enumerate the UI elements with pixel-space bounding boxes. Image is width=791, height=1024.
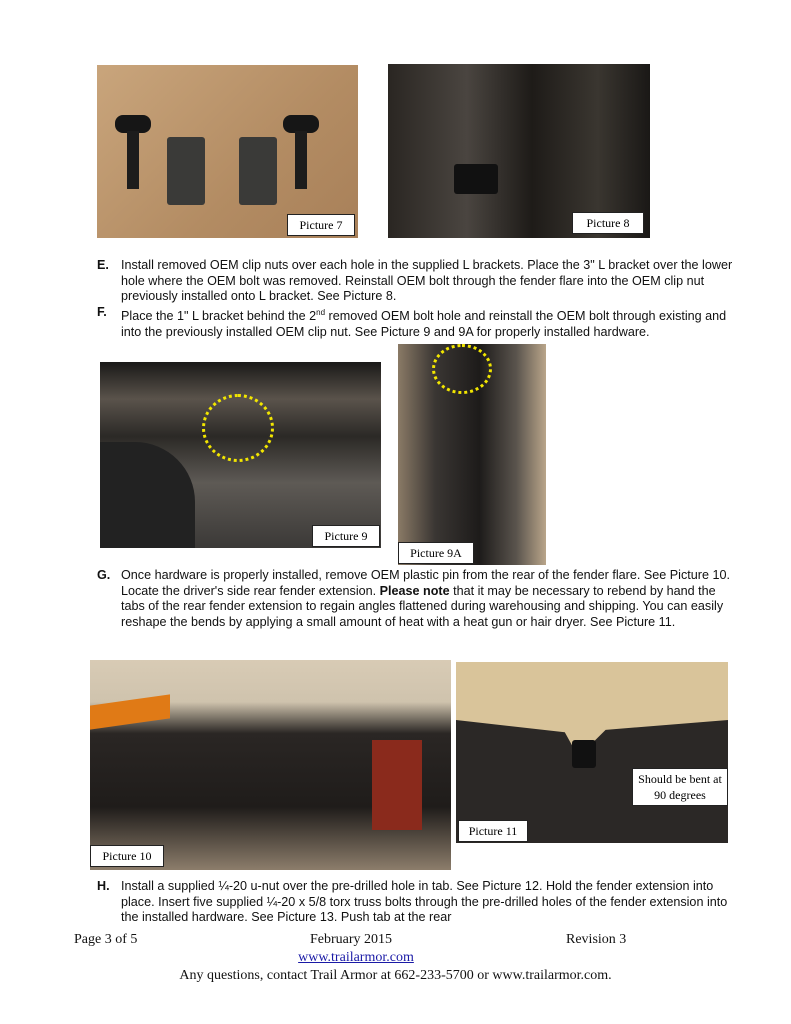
- step-g: [97, 568, 737, 630]
- orange-panel-image: [90, 694, 170, 729]
- text-part: that it may be necessary to rebend by hand the tabs of the rear fender extension to regain angles flattened during warehousing and shipping. You can easily reshape the bends by applying a small amount of heat with a heat gun or hair dryer. See Picture 11.: [121, 583, 724, 629]
- picture-7-caption: Picture 7: [287, 214, 355, 236]
- step-label: E.: [97, 258, 109, 272]
- clip-nut-image: [239, 137, 277, 205]
- bolt-shaft-image: [295, 131, 307, 189]
- step-label: H.: [97, 879, 110, 893]
- text-part: Place the 1" L bracket behind the 2: [121, 309, 317, 324]
- step-text: [121, 305, 737, 340]
- footer-website-link[interactable]: www.trailarmor.com: [298, 950, 414, 965]
- bolt-shaft-image: [127, 131, 139, 189]
- step-e: [97, 258, 737, 305]
- bracket-image: [454, 164, 498, 194]
- step-label: G.: [97, 568, 111, 582]
- text-part: removed OEM bolt hole and reinstall the OEM bolt through existing and into the previously installed OEM clip nut. See Picture 9 and 9A for properly installed hardware.: [121, 309, 727, 339]
- footer-contact: Any questions, contact Trail Armor at 662-233-5700 or www.trailarmor.com.: [179, 968, 612, 983]
- footer-revision: Revision 3: [566, 932, 627, 947]
- picture-9-caption: Picture 9: [312, 525, 380, 547]
- tab-image: [572, 740, 596, 768]
- bold-note: Please note: [379, 583, 450, 598]
- picture-10-photo: [90, 660, 451, 870]
- superscript: nd: [316, 308, 326, 317]
- footer-date: February 2015: [310, 932, 393, 947]
- step-text: Install a supplied ¼-20 u-nut over the pre-drilled hole in tab. See Picture 12. Hold the fender extension into place. Insert five supplied ¼-20 x 5/8 torx truss bolts through the pre-drilled holes of the fender extension into the installed hardware. See Picture 13. Push tab at the rear: [121, 879, 728, 925]
- picture-10-caption: Picture 10: [90, 845, 164, 867]
- picture-8-caption: Picture 8: [572, 212, 644, 234]
- picture-9a-photo: [398, 344, 546, 565]
- step-f: [97, 305, 737, 340]
- tail-light-image: [372, 740, 422, 830]
- step-label: F.: [97, 305, 107, 319]
- clip-nut-image: [167, 137, 205, 205]
- picture-11-photo: [456, 662, 728, 843]
- step-text: Install removed OEM clip nuts over each hole in the supplied L brackets. Place the 3" L bracket over the lower hole where the OEM bolt was removed. Reinstall OEM bolt through the fender flare into the OEM clip nut previously installed onto L bracket. See Picture 8.: [121, 258, 733, 304]
- picture-9-photo: [100, 362, 381, 548]
- highlight-circle: [202, 394, 274, 462]
- picture-7-photo: [97, 65, 358, 238]
- step-h: [97, 879, 737, 926]
- picture-11-caption: Picture 11: [458, 820, 528, 842]
- footer-page-number: Page 3 of 5: [74, 932, 138, 947]
- hose-image: [100, 442, 195, 548]
- text-part: Once hardware is properly installed, remove OEM plastic pin from the rear of the fender flare. See Picture 10. Locate the driver's side rear fender extension.: [121, 568, 730, 598]
- picture-8-photo: [388, 64, 650, 238]
- highlight-circle: [432, 344, 492, 394]
- step-text: [121, 568, 737, 630]
- picture-9a-caption: Picture 9A: [398, 542, 474, 564]
- picture-11-note: Should be bent at 90 degrees: [632, 768, 728, 806]
